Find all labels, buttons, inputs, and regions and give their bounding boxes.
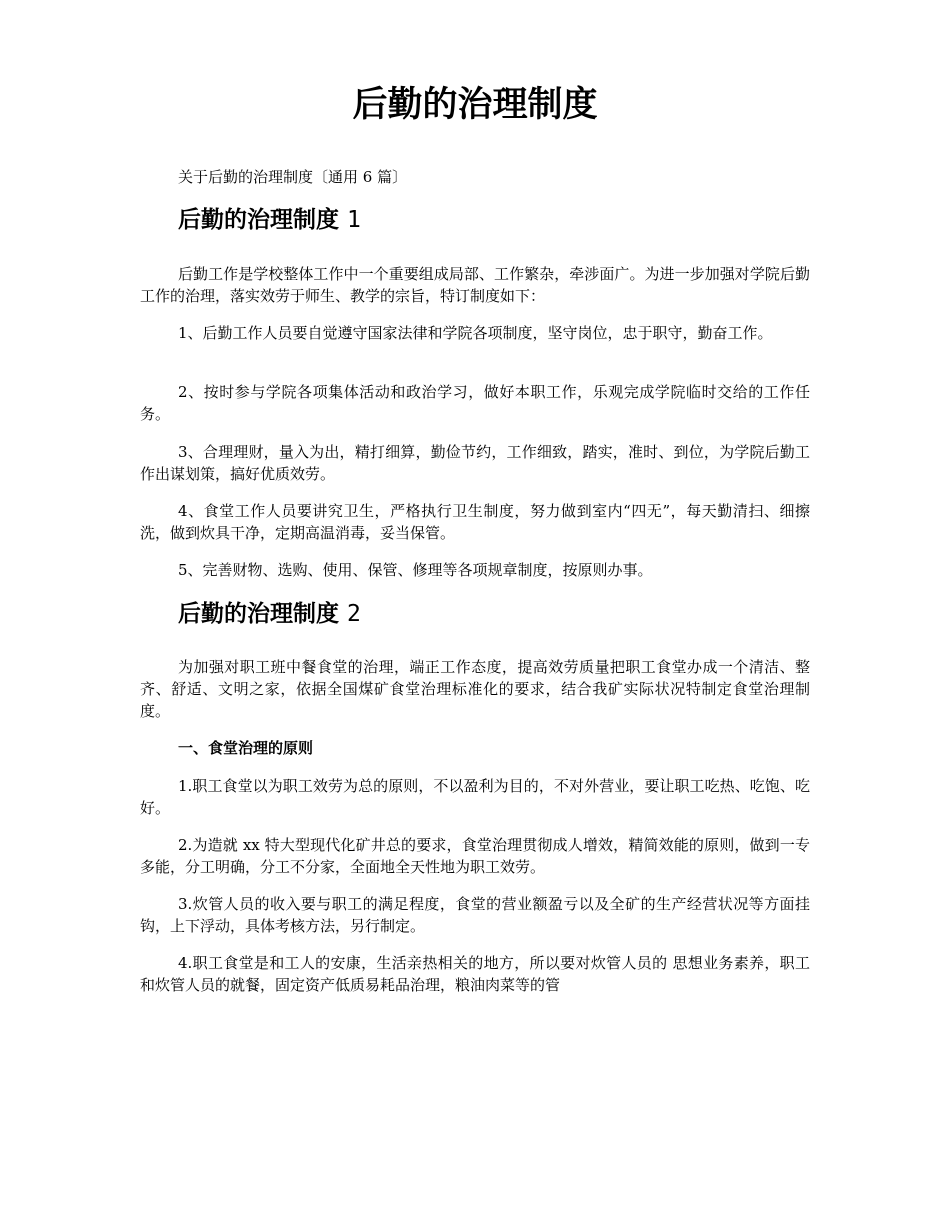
section-1-intro: 后勤工作是学校整体工作中一个重要组成局部、工作繁杂，牵涉面广。为进一步加强对学院后勤工作的治理，落实效劳于师生、教学的宗旨，特订制度如下：: [140, 265, 810, 305]
section-1-item-3: 3、合理理财，量入为出，精打细算，勤俭节约，工作细致，踏实，准时、到位，为学院后勤工作出谋划策，搞好优质效劳。: [140, 443, 810, 483]
section-2-number: 2: [347, 601, 361, 627]
section-1-item-2: 2、按时参与学院各项集体活动和政治学习，做好本职工作，乐观完成学院临时交给的工作任务。: [140, 383, 810, 423]
document-title: 后勤的治理制度: [352, 85, 598, 125]
section-1-item-1: 1、后勤工作人员要自觉遵守国家法律和学院各项制度，坚守岗位，忠于职守，勤奋工作。: [178, 324, 773, 342]
section-2-subheading: 一、食堂治理的原则: [178, 739, 314, 757]
section-2-item-2: 2.为造就 xx 特大型现代化矿井总的要求，食堂治理贯彻成人增效，精简效能的原则，做到一专多能，分工明确，分工不分家，全面地全天性地为职工效劳。: [140, 836, 810, 876]
section-1-item-4: 4、食堂工作人员要讲究卫生，严格执行卫生制度，努力做到室内“四无”，每天勤清扫、细擦洗，做到炊具干净，定期高温消毒，妥当保管。: [140, 502, 810, 542]
section-2-intro: 为加强对职工班中餐食堂的治理，端正工作态度，提高效劳质量把职工食堂办成一个清洁、整齐、舒适、文明之家，依据全国煤矿食堂治理标准化的要求，结合我矿实际状况特制定食堂治理制度。: [140, 658, 810, 720]
section-1-number: 1: [347, 207, 361, 233]
section-1-heading-text: 后勤的治理制度: [178, 207, 339, 233]
section-2-heading-text: 后勤的治理制度: [178, 601, 339, 627]
section-1-item-5: 5、完善财物、选购、使用、保管、修理等各项规章制度，按原则办事。: [178, 561, 653, 579]
section-2-item-1: 1.职工食堂以为职工效劳为总的原则，不以盈利为目的，不对外营业，要让职工吃热、吃饱、吃好。: [140, 777, 810, 817]
section-1-heading: [178, 204, 361, 236]
section-2-item-4: 4.职工食堂是和工人的安康，生活亲热相关的地方，所以要对炊管人员的 思想业务素养，职工和炊管人员的就餐，固定资产低质易耗品治理，粮油肉菜等的管: [140, 954, 810, 994]
section-2-heading: [178, 598, 361, 630]
section-2-item-3: 3.炊管人员的收入要与职工的满足程度，食堂的营业额盈亏以及全矿的生产经营状况等方面挂钩，上下浮动，具体考核方法，另行制定。: [140, 895, 810, 935]
document-subtitle: 关于后勤的治理制度〔通用 6 篇〕: [178, 168, 408, 186]
